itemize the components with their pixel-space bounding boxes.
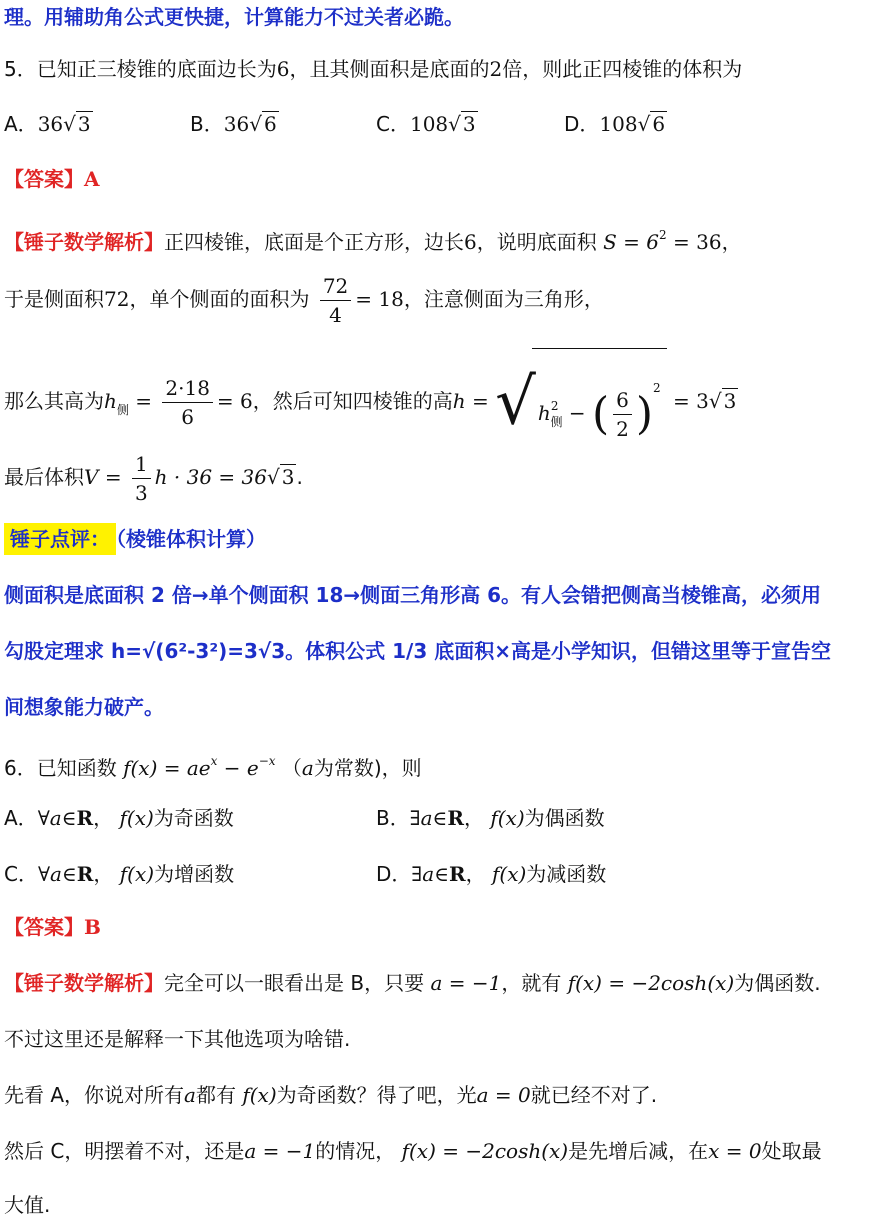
q6-stem: 6．已知函数 $f(x) = ae^x - e^{-x}$ （a为常数)，则 bbox=[4, 754, 422, 780]
comment-tag-highlight: 锤子点评： bbox=[4, 523, 116, 555]
fraction-2x18-6: $\frac{2\cdot 18}{6}$ bbox=[162, 374, 213, 431]
square-root-expression: √ $h^2_侧$ − ( $\frac{6}{2}$ )$^2$ bbox=[495, 348, 667, 457]
q5-option-d[interactable]: D．108√ 6 bbox=[564, 112, 666, 136]
q6-analysis-line-1: 【锤子数学解析】完全可以一眼看出是 B，只要 a = −1，就有 f(x) = −2cosh(x)为偶函数. bbox=[4, 971, 821, 995]
q5-comment-line-3: 间想象能力破产。 bbox=[4, 695, 164, 719]
fraction-1-3: $\frac{1}{3}$ bbox=[132, 450, 151, 507]
q5-comment-line-1: 侧面积是底面积 2 倍→单个侧面积 18→侧面三角形高 6。有人会错把侧高当棱锥高，必须用 bbox=[4, 583, 822, 607]
q5-analysis-line-1: 【锤子数学解析】正四棱锥，底面是个正方形，边长6，说明底面积 $S = 6^2 = 36$， bbox=[4, 228, 742, 254]
q6-analysis-line-4: 然后 C，明摆着不对，还是a = −1的情况， f(x) = −2cosh(x)是先增后减，在x = 0处取最 bbox=[4, 1139, 822, 1163]
q6-number: 6． bbox=[4, 756, 37, 780]
q6-analysis-line-2: 不过这里还是解释一下其他选项为啥错. bbox=[4, 1027, 351, 1051]
fraction-72-4: $\frac{72}{4}$ bbox=[320, 272, 351, 329]
q6-option-b[interactable]: B．∃a∈R， f(x)为偶函数 bbox=[376, 806, 605, 830]
q6-option-d[interactable]: D．∃a∈R， f(x)为减函数 bbox=[376, 862, 607, 886]
q5-option-a[interactable]: A．36√ 3 bbox=[4, 112, 91, 136]
q6-option-c[interactable]: C．∀a∈R， f(x)为增函数 bbox=[4, 862, 235, 886]
q5-comment-header: 锤子点评： （棱锥体积计算） bbox=[4, 524, 266, 554]
q6-option-a[interactable]: A．∀a∈R， f(x)为奇函数 bbox=[4, 806, 234, 830]
q6-answer: 【答案】B bbox=[4, 915, 101, 939]
q5-analysis-line-4: 最后体积V = $\frac{1}{3}$ h · 36 = 36√ 3 . bbox=[4, 452, 303, 505]
q5-option-b[interactable]: B．36√ 6 bbox=[190, 112, 277, 136]
q5-analysis-line-2: 于是侧面积72，单个侧面的面积为 $\frac{72}{4}$ = 18，注意侧面为三角形， bbox=[4, 274, 604, 327]
q5-option-c[interactable]: C．108√ 3 bbox=[376, 112, 476, 136]
intro-line: 理。用辅助角公式更快捷，计算能力不过关者必跪。 bbox=[4, 5, 464, 29]
q5-comment-line-2: 勾股定理求 h=√(6²-3²)=3√3。体积公式 1/3 底面积×高是小学知识，但错这里等于宣告空 bbox=[4, 639, 831, 663]
q5-number: 5． bbox=[4, 57, 37, 81]
q6-analysis-line-3: 先看 A，你说对所有a都有 f(x)为奇函数？得了吧，光a = 0就已经不对了. bbox=[4, 1083, 658, 1107]
q5-answer: 【答案】A bbox=[4, 167, 100, 191]
q5-stem: 5．已知正三棱锥的底面边长为6，且其侧面积是底面的2倍，则此正四棱锥的体积为 bbox=[4, 57, 743, 81]
q6-analysis-line-5: 大值. bbox=[4, 1193, 51, 1217]
q5-analysis-line-3: 那么其高为$h_侧$ = $\frac{2\cdot 18}{6}$ = 6，然后可知四棱锥的高h = √ $h^2_侧$ − ( $\frac{6}{2}$ )$^2$ = 3√ 3 bbox=[4, 348, 738, 457]
